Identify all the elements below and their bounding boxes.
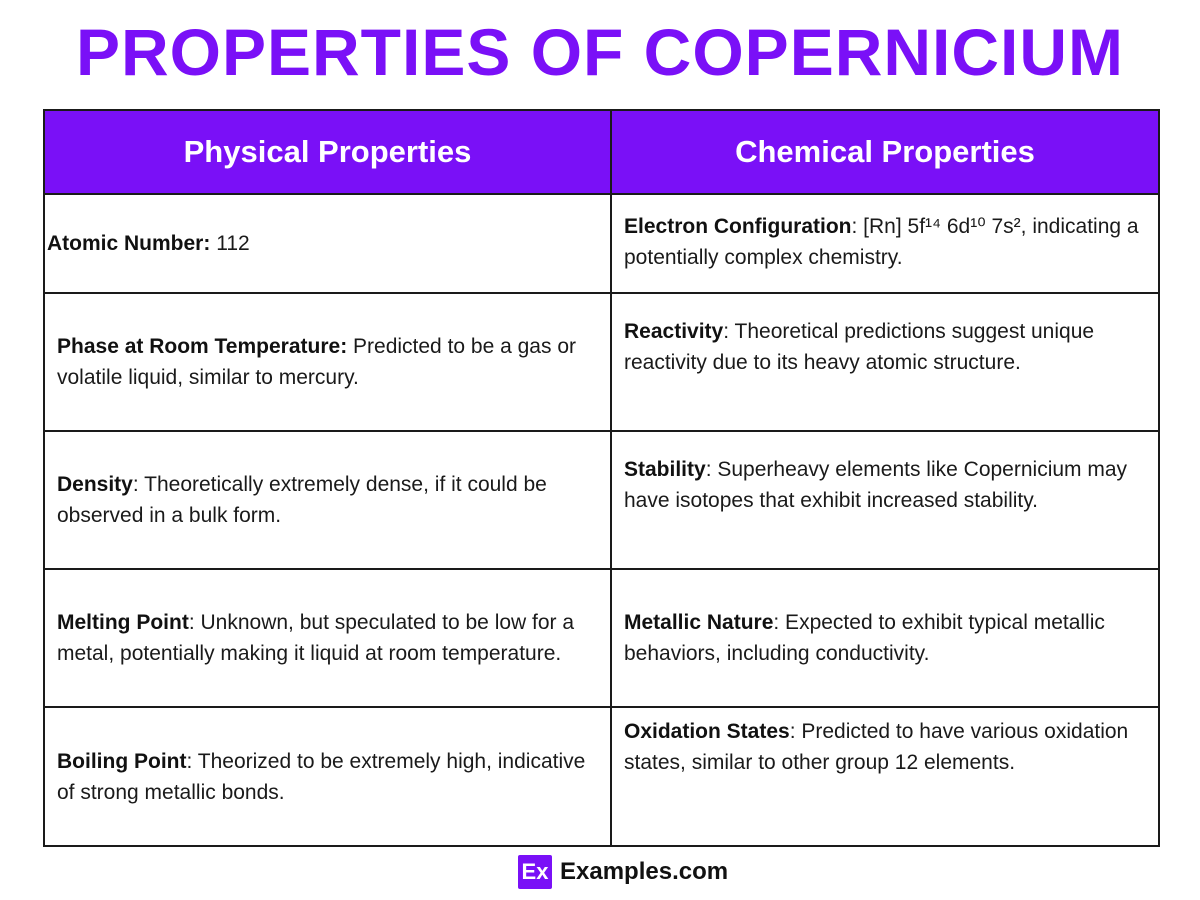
table-row [44,194,1159,293]
header-chemical: Chemical Properties [611,110,1159,194]
physical-cell [44,569,611,707]
brand-name: Examples.com [560,858,729,885]
property-label: Boiling Point [57,749,187,773]
table-header-row [44,110,1159,194]
chemical-cell [611,707,1159,846]
examples-logo-icon: Ex [518,855,552,889]
property-text: : Unknown, but speculated to be low for a metal, potentially making it liquid at room temperature. [57,611,575,665]
chemical-cell [611,431,1159,569]
property-text: 112 [210,232,250,255]
physical-cell [44,194,611,293]
property-label: Stability [624,458,706,481]
property-label: Reactivity [624,320,724,343]
property-text: : Theoretically extremely dense, if it could be observed in a bulk form. [57,473,547,527]
header-physical: Physical Properties [44,110,611,194]
property-label: Oxidation States [624,720,790,743]
property-label: Melting Point [57,611,189,634]
table-row [44,293,1159,431]
physical-cell [44,707,611,846]
properties-table [43,109,1160,847]
physical-cell [44,293,611,431]
property-label: Phase at Room Temperature: [57,335,348,358]
property-text: : Predicted to have various oxidation states, similar to other group 12 elements. [624,720,1129,774]
footer-brand [518,855,728,889]
property-label: Electron Configuration [624,215,852,238]
table-row [44,431,1159,569]
property-text: : [Rn] 5f¹⁴ 6d¹⁰ 7s², indicating a potentially complex chemistry. [624,215,1139,269]
table-row [44,569,1159,707]
chemical-cell [611,194,1159,293]
property-label: Metallic Nature [624,611,774,634]
property-label: Atomic Number: [47,232,211,255]
property-text: : Theoretical predictions suggest unique reactivity due to its heavy atomic structure. [624,320,1095,374]
table-row [44,707,1159,846]
property-text: : Theorized to be extremely high, indicative of strong metallic bonds. [57,749,586,804]
property-label: Density [57,473,133,496]
property-text: Predicted to be a gas or volatile liquid, similar to mercury. [57,335,576,389]
page-title: PROPERTIES OF COPERNICIUM [75,15,1125,89]
chemical-cell [611,569,1159,707]
property-text: : Superheavy elements like Copernicium may have isotopes that exhibit increased stability. [624,458,1128,512]
property-text: : Expected to exhibit typical metallic behaviors, including conductivity. [624,611,1105,665]
chemical-cell [611,293,1159,431]
physical-cell [44,431,611,569]
